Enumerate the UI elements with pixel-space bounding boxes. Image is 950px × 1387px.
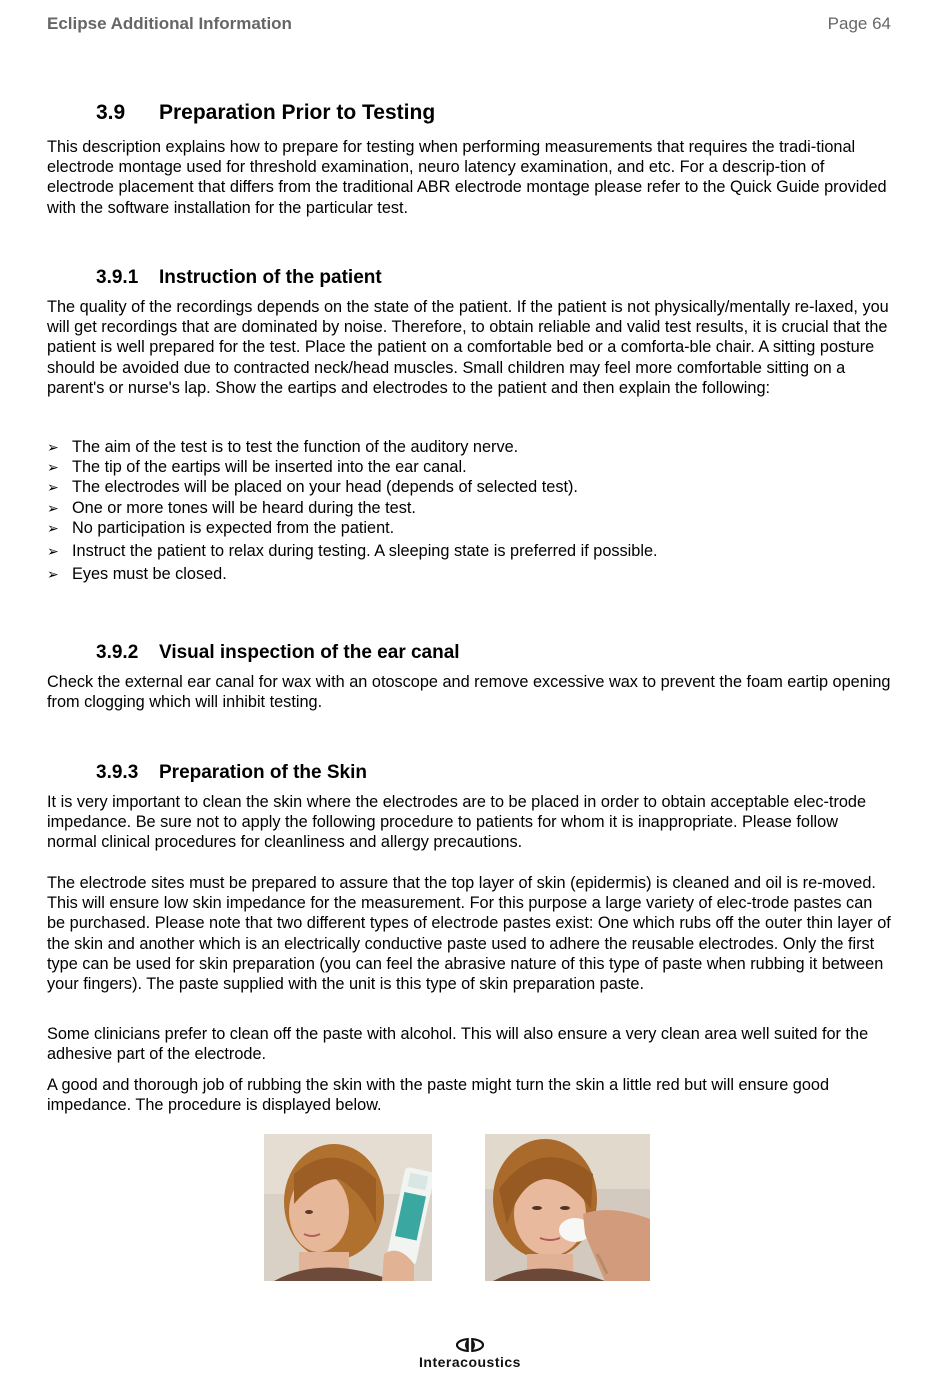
subsection-heading-1 [96, 267, 382, 289]
list-item: ➢ The electrodes will be placed on your head (depends of selected test). [47, 478, 578, 497]
instruction-body: The quality of the recordings depends on the state of the patient. If the patient is not physically/mentally re-laxed, you will get recordings that are dominated by noise. Therefore, to obtain reliable and valid test results, it is crucial that the patient is well prepared for the test. Place the patient on a comfortable bed or a comforta-ble chair. A sitting posture should be avoided due to contracted neck/head muscles. Small children may feel more comfortable sitting on a parent's or nurse's lap. Show the eartips and electrodes to the patient and then explain the following: [47, 298, 889, 397]
arrow-bullet-icon: ➢ [47, 459, 59, 476]
arrow-bullet-icon: ➢ [47, 439, 59, 455]
skin-paragraph-2: The electrode sites must be prepared to assure that the top layer of skin (epidermis) is cleaned and oil is re-moved. This will ensure low skin impedance for the measurement. For this purpose a large variety of elec-trode pastes can be purchased. Please note that two different types of electrode pastes exist: One which rubs off the outer thin layer of the skin and another which is an electrically conductive paste used to adhere the reusable electrodes. Only the first type can be used for skin preparation (you can feel the abrasive nature of this type of paste when rubbing it between your fingers). The paste supplied with the unit is this type of skin preparation paste. [47, 874, 891, 994]
page-header-title: Eclipse Additional Information [47, 14, 292, 33]
subsection-number: 3.9.2 [96, 642, 139, 663]
section-title: Preparation Prior to Testing [159, 101, 436, 124]
logo-wordmark: Interacoustics [419, 1354, 521, 1370]
list-item: ➢ The tip of the eartips will be inserted into the ear canal. [47, 458, 467, 477]
interacoustics-logo [406, 1338, 534, 1370]
list-item: ➢ No participation is expected from the patient. [47, 518, 395, 537]
arrow-bullet-icon: ➢ [47, 499, 59, 516]
subsection-heading-2 [96, 642, 460, 664]
list-item: ➢ Eyes must be closed. [47, 561, 892, 584]
page-number: Page 64 [827, 14, 891, 33]
skin-paragraph-3: Some clinicians prefer to clean off the paste with alcohol. This will also ensure a very clean area well suited for the adhesive part of the electrode. [47, 1025, 869, 1064]
photo-paste-tube [264, 1134, 432, 1281]
subsection-number: 3.9.3 [96, 762, 139, 783]
arrow-bullet-icon: ➢ [47, 519, 59, 536]
skin-paragraph-4: A good and thorough job of rubbing the skin with the paste might turn the skin a little red but will ensure good impedance. The procedure is displayed below. [47, 1076, 829, 1115]
list-item: ➢ The aim of the test is to test the function of the auditory nerve. [47, 438, 519, 456]
list-item: ➢ One or more tones will be heard during the test. [47, 498, 416, 517]
subsection-title: Instruction of the patient [159, 267, 382, 288]
photo-skin-rubbing [485, 1134, 650, 1281]
instruction-list [47, 437, 892, 584]
list-item: ➢ Instruct the patient to relax during testing. A sleeping state is preferred if possible. [47, 538, 892, 561]
subsection-title: Preparation of the Skin [159, 762, 367, 783]
skin-paragraph-1: It is very important to clean the skin where the electrodes are to be placed in order to obtain acceptable elec-trode impedance. Be sure not to apply the following procedure to patients for whom it is inappropriate. Please follow normal clinical procedures for cleanliness and allergy precautions. [47, 793, 867, 852]
arrow-bullet-icon: ➢ [47, 479, 59, 496]
ear-canal-body: Check the external ear canal for wax with an otoscope and remove excessive wax to prevent the foam eartip opening from clogging which will inhibit testing. [47, 673, 891, 712]
section-intro: This description explains how to prepare for testing when performing measurements that requires the tradi-tional electrode montage used for threshold examination, neuro latency examination, and etc. For a descrip-tion of electrode placement that differs from the traditional ABR electrode montage please refer to the Quick Guide provided with the software installation for the particular test. [47, 138, 887, 217]
section-number: 3.9 [96, 101, 126, 124]
arrow-bullet-icon: ➢ [47, 542, 59, 559]
section-heading [96, 101, 435, 125]
logo-mark-icon [456, 1338, 484, 1352]
subsection-number: 3.9.1 [96, 267, 139, 288]
arrow-bullet-icon: ➢ [47, 565, 59, 582]
subsection-title: Visual inspection of the ear canal [159, 642, 460, 663]
subsection-heading-3 [96, 762, 367, 784]
